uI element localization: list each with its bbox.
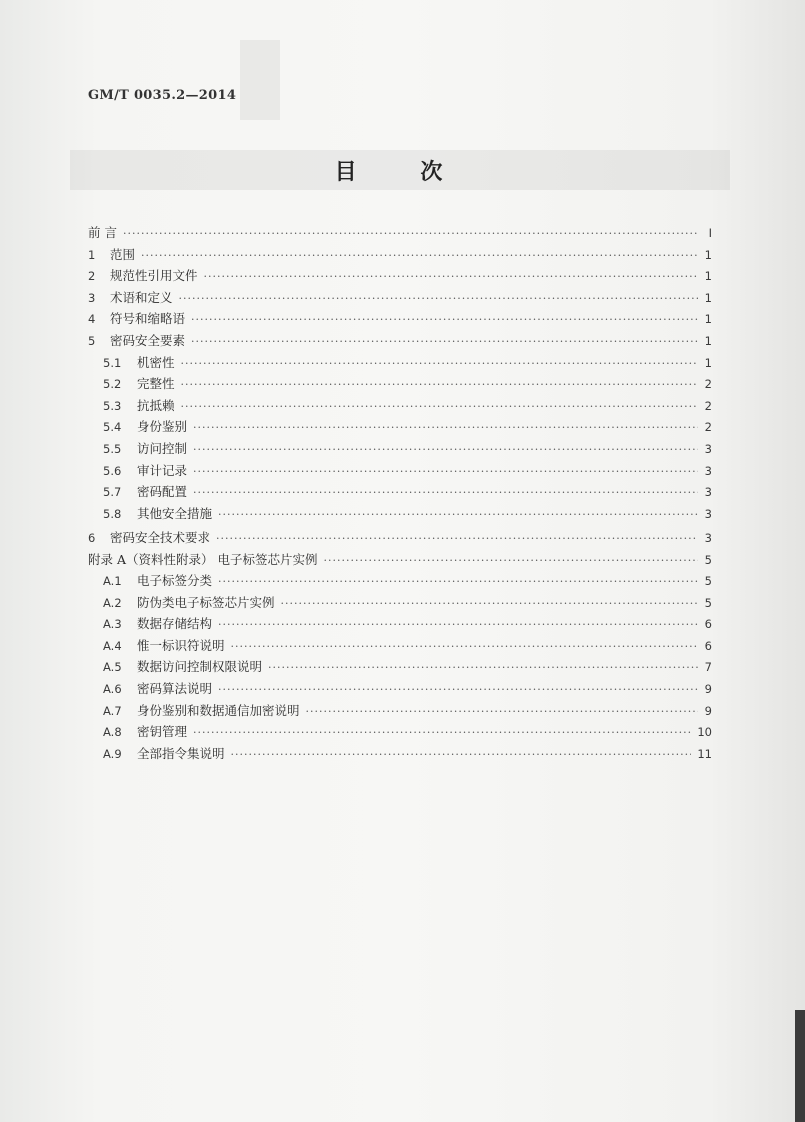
toc-entry-label: 附录 A（资料性附录） 电子标签芯片实例 [88, 551, 318, 567]
toc-leader-dots [193, 439, 698, 461]
toc-leader-dots [179, 288, 698, 310]
toc-entry-label: 电子标签分类 [137, 573, 213, 589]
toc-entry-page: 5 [704, 595, 712, 610]
toc-entry-page: 5 [704, 552, 712, 567]
toc-entry-number: 5.8 [103, 506, 122, 521]
toc-entry-label: 规范性引用文件 [110, 268, 198, 284]
toc-entry-page: 1 [704, 312, 712, 327]
toc-entry-page: 3 [704, 485, 712, 500]
toc-entry-number: 3 [88, 290, 96, 305]
toc-leader-dots [231, 636, 698, 658]
toc-entry-label: 符号和缩略语 [110, 311, 186, 327]
toc-entry-number: A.2 [103, 595, 122, 610]
toc-title: 目 次 [334, 159, 471, 185]
toc-entry-label: 密码安全要素 [110, 332, 186, 348]
toc-entry[interactable] [88, 352, 712, 374]
toc-leader-dots [281, 593, 698, 615]
toc-leader-dots [204, 266, 698, 288]
toc-leader-dots [218, 614, 698, 636]
toc-entry-label: 密码配置 [137, 484, 188, 500]
toc-entry[interactable] [88, 308, 712, 330]
toc-entry-label: 数据存储结构 [137, 616, 213, 632]
toc-entry-page: 7 [704, 660, 712, 675]
toc-entry-label: 防伪类电子标签芯片实例 [137, 594, 275, 610]
toc-entry[interactable] [88, 527, 712, 549]
toc-leader-dots [216, 528, 698, 550]
toc-entry-page: 9 [704, 703, 712, 718]
toc-entry-label: 抗抵赖 [137, 397, 175, 413]
toc-entry[interactable] [88, 592, 712, 614]
toc-entry-label: 术语和定义 [110, 289, 173, 305]
toc-entry-number: 5.2 [103, 377, 122, 392]
toc-entry-page: Ⅰ [708, 226, 712, 240]
toc-entry[interactable] [88, 635, 712, 657]
toc-entry-label: 密码算法说明 [137, 681, 213, 697]
toc-entry-label: 前 言 [88, 225, 117, 240]
toc-entry[interactable] [88, 330, 712, 352]
toc-entry-number: 5.7 [103, 485, 122, 500]
toc-entry[interactable] [88, 549, 712, 571]
toc-entry-label: 惟一标识符说明 [137, 637, 225, 653]
standard-code: GM/T 0035.2—2014 [88, 88, 237, 103]
toc-leader-dots [193, 417, 698, 439]
toc-entry[interactable] [88, 244, 712, 266]
toc-entry-number: A.5 [103, 660, 122, 675]
toc-entry-page: 2 [704, 398, 712, 413]
toc-entry-page: 1 [704, 333, 712, 348]
toc-leader-dots [141, 245, 698, 267]
toc-entry-label: 完整性 [137, 376, 175, 392]
toc-entry-number: A.9 [103, 746, 122, 761]
toc-entry-number: 4 [88, 312, 96, 327]
toc-entry-page: 1 [704, 247, 712, 262]
toc-leader-dots [231, 744, 692, 766]
toc-leader-dots [181, 353, 698, 375]
toc-entry[interactable] [88, 287, 712, 309]
toc-leader-dots [323, 550, 698, 572]
toc-entry-label: 范围 [110, 246, 136, 262]
toc-entry-number: A.6 [103, 682, 122, 697]
toc-entry-page: 3 [704, 506, 712, 521]
toc-entry[interactable] [88, 460, 712, 482]
toc-entry-number: A.7 [103, 703, 122, 718]
toc-entry[interactable] [88, 222, 712, 244]
toc-entry-number: 5.1 [103, 355, 122, 370]
toc-entry-number: A.8 [103, 725, 122, 740]
toc-entry-number: A.3 [103, 617, 122, 632]
toc-entry-label: 全部指令集说明 [137, 745, 225, 761]
toc-entry-label: 审计记录 [137, 462, 188, 478]
toc-entry[interactable] [88, 656, 712, 678]
table-of-contents [88, 222, 712, 764]
toc-leader-dots [191, 309, 698, 331]
toc-entry-label: 机密性 [137, 354, 175, 370]
toc-entry-label: 密钥管理 [137, 724, 188, 740]
toc-leader-dots [218, 679, 698, 701]
toc-entry-number: 6 [88, 530, 96, 545]
toc-entry-page: 9 [704, 682, 712, 697]
toc-entry-page: 6 [704, 638, 712, 653]
toc-entry-number: 5.6 [103, 463, 122, 478]
toc-entry-number: 5.5 [103, 441, 122, 456]
toc-leader-dots [218, 571, 698, 593]
toc-entry-page: 2 [704, 377, 712, 392]
toc-entry-page: 1 [704, 355, 712, 370]
toc-entry-page: 1 [704, 269, 712, 284]
toc-entry-number: 5.3 [103, 398, 122, 413]
toc-leader-dots [193, 722, 691, 744]
toc-entry-page: 10 [697, 725, 712, 740]
toc-entry-page: 5 [704, 574, 712, 589]
toc-leader-dots [123, 223, 698, 245]
toc-entry-number: 1 [88, 247, 96, 262]
toc-entry-label: 身份鉴别 [137, 419, 188, 435]
page-edge-shadow [795, 1010, 805, 1122]
toc-entry-page: 3 [704, 530, 712, 545]
toc-entry[interactable] [88, 700, 712, 722]
toc-entry-number: 2 [88, 269, 96, 284]
toc-entry-number: 5.4 [103, 420, 122, 435]
toc-leader-dots [268, 657, 698, 679]
toc-entry-number: A.1 [103, 574, 122, 589]
toc-entry[interactable] [88, 678, 712, 700]
toc-leader-dots [218, 504, 698, 526]
toc-entry-label: 其他安全措施 [137, 505, 213, 521]
toc-entry-page: 11 [697, 746, 712, 761]
toc-entry[interactable] [88, 416, 712, 438]
toc-entry[interactable] [88, 265, 712, 287]
toc-entry-page: 1 [704, 290, 712, 305]
toc-entry-page: 3 [704, 463, 712, 478]
toc-entry-label: 身份鉴别和数据通信加密说明 [137, 702, 300, 718]
toc-leader-dots [181, 396, 698, 418]
toc-leader-dots [191, 331, 698, 353]
toc-entry[interactable] [88, 373, 712, 395]
toc-entry[interactable] [88, 570, 712, 592]
toc-entry-label: 访问控制 [137, 440, 188, 456]
toc-entry[interactable] [88, 438, 712, 460]
toc-entry[interactable] [88, 743, 712, 765]
toc-leader-dots [193, 482, 698, 504]
toc-leader-dots [181, 374, 698, 396]
toc-entry[interactable] [88, 395, 712, 417]
toc-leader-dots [306, 701, 698, 723]
toc-entry[interactable] [88, 721, 712, 743]
toc-entry[interactable] [88, 613, 712, 635]
toc-entry-page: 3 [704, 441, 712, 456]
toc-entry-page: 2 [704, 420, 712, 435]
toc-entry[interactable] [88, 503, 712, 525]
toc-entry-number: 5 [88, 333, 96, 348]
bleed-through-logo [240, 40, 280, 120]
toc-entry[interactable] [88, 481, 712, 503]
toc-entry-number: A.4 [103, 638, 122, 653]
toc-leader-dots [193, 461, 698, 483]
toc-entry-page: 6 [704, 617, 712, 632]
toc-entry-label: 数据访问控制权限说明 [137, 659, 263, 675]
toc-entry-label: 密码安全技术要求 [110, 529, 211, 545]
